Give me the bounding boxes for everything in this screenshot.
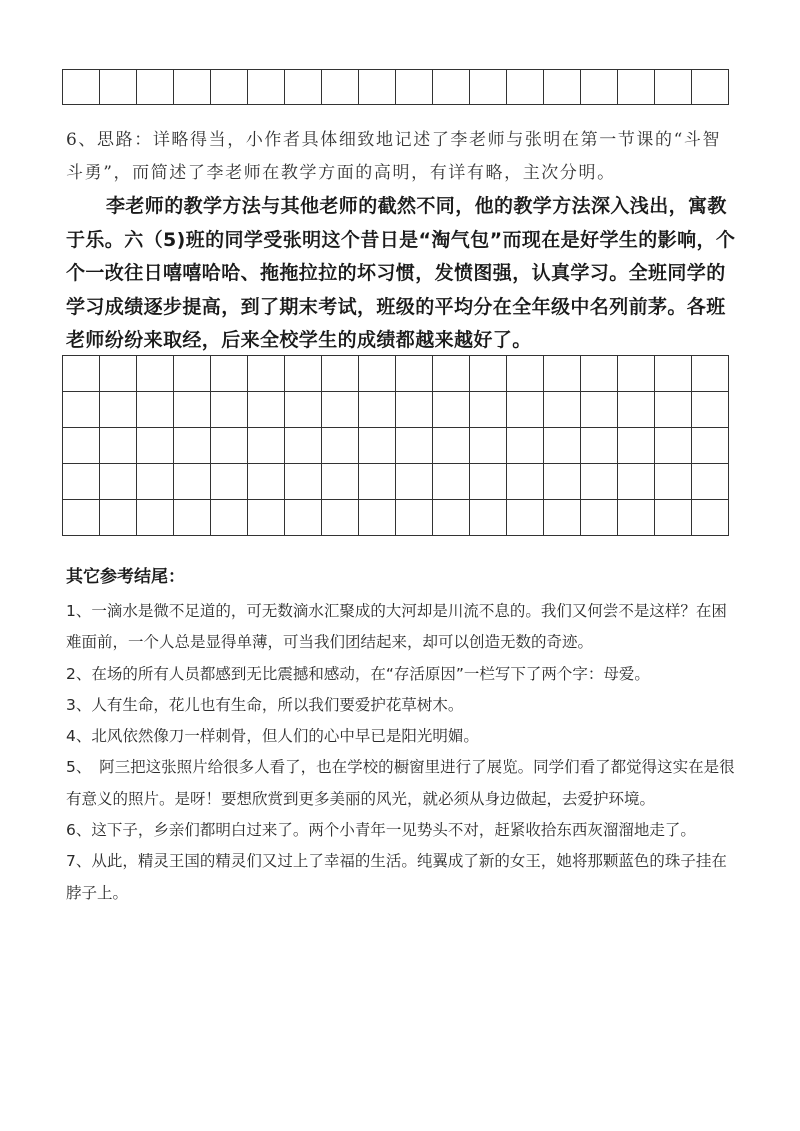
grid-cell bbox=[174, 500, 211, 536]
grid-cell bbox=[137, 70, 174, 105]
writing-grid-top bbox=[62, 69, 729, 105]
grid-cell bbox=[211, 392, 248, 428]
grid-cell bbox=[396, 70, 433, 105]
grid-cell bbox=[692, 392, 729, 428]
grid-cell bbox=[285, 356, 322, 392]
grid-cell bbox=[137, 464, 174, 500]
grid-cell bbox=[285, 464, 322, 500]
grid-cell bbox=[581, 392, 618, 428]
grid-cell bbox=[433, 356, 470, 392]
grid-cell bbox=[433, 392, 470, 428]
model-paragraph: 李老师的教学方法与其他老师的截然不同，他的教学方法深入浅出，寓教于乐。六（5)班的同学受张明这个昔日是“淘气包”而现在是好学生的影响，个个一改往日嘻嘻哈哈、拖拖拉拉的坏习惯，发愤图强，认真学习。全班同学的学习成绩逐步提高，到了期末考试，班级的平均分在全年级中名列前茅。各班老师纷纷来取经，后来全校学生的成绩都越来越好了。 bbox=[66, 195, 736, 351]
grid-cell bbox=[618, 392, 655, 428]
grid-cell bbox=[137, 392, 174, 428]
grid-cell bbox=[433, 464, 470, 500]
grid-cell bbox=[433, 70, 470, 105]
grid-cell bbox=[174, 356, 211, 392]
grid-cell bbox=[359, 70, 396, 105]
grid-cell bbox=[655, 464, 692, 500]
grid-cell bbox=[322, 392, 359, 428]
grid-cell bbox=[174, 392, 211, 428]
grid-cell bbox=[359, 464, 396, 500]
grid-cell bbox=[692, 356, 729, 392]
grid-cell bbox=[544, 356, 581, 392]
grid-row bbox=[63, 464, 729, 500]
grid-cell bbox=[433, 428, 470, 464]
grid-row bbox=[63, 70, 729, 105]
grid-cell bbox=[359, 392, 396, 428]
grid-cell bbox=[100, 428, 137, 464]
grid-cell bbox=[174, 464, 211, 500]
grid-cell bbox=[507, 392, 544, 428]
grid-cell bbox=[396, 500, 433, 536]
grid-row bbox=[63, 392, 729, 428]
grid-cell bbox=[470, 392, 507, 428]
grid-cell bbox=[63, 356, 100, 392]
grid-cell bbox=[359, 500, 396, 536]
grid-cell bbox=[618, 70, 655, 105]
grid-row bbox=[63, 500, 729, 536]
grid-cell bbox=[211, 500, 248, 536]
grid-cell bbox=[322, 356, 359, 392]
grid-cell bbox=[100, 464, 137, 500]
grid-cell bbox=[544, 70, 581, 105]
list-item: 2、在场的所有人员都感到无比震撼和感动，在“存活原因”一栏写下了两个字：母爱。 bbox=[66, 664, 650, 683]
grid-cell bbox=[655, 428, 692, 464]
grid-cell bbox=[692, 428, 729, 464]
list-item: 4、北风依然像刀一样刺骨，但人们的心中早已是阳光明媚。 bbox=[66, 727, 479, 746]
grid-cell bbox=[211, 464, 248, 500]
grid-cell bbox=[322, 464, 359, 500]
grid-cell bbox=[618, 356, 655, 392]
grid-cell bbox=[285, 500, 322, 536]
grid-cell bbox=[618, 428, 655, 464]
grid-cell bbox=[63, 70, 100, 105]
grid-cell bbox=[248, 70, 285, 105]
grid-cell bbox=[470, 70, 507, 105]
list-item: 3、人有生命，花儿也有生命，所以我们要爱护花草树木。 bbox=[66, 695, 464, 714]
grid-cell bbox=[396, 428, 433, 464]
grid-cell bbox=[248, 428, 285, 464]
grid-cell bbox=[63, 464, 100, 500]
grid-cell bbox=[63, 428, 100, 464]
grid-cell bbox=[322, 70, 359, 105]
grid-cell bbox=[137, 500, 174, 536]
list-item: 6、这下子，乡亲们都明白过来了。两个小青年一见势头不对，赶紧收拾东西灰溜溜地走了。 bbox=[66, 821, 696, 840]
grid-cell bbox=[248, 356, 285, 392]
grid-cell bbox=[581, 428, 618, 464]
grid-row bbox=[63, 356, 729, 392]
grid-cell bbox=[692, 70, 729, 105]
grid-cell bbox=[544, 392, 581, 428]
grid-cell bbox=[285, 70, 322, 105]
grid-body bbox=[63, 70, 729, 105]
grid-cell bbox=[359, 428, 396, 464]
grid-cell bbox=[507, 500, 544, 536]
writing-grid-main bbox=[62, 355, 729, 536]
list-item: 7、从此，精灵王国的精灵们又过上了幸福的生活。纯翼成了新的女王，她将那颗蓝色的珠子挂在脖子上。 bbox=[66, 852, 727, 902]
grid-cell bbox=[507, 70, 544, 105]
grid-cell bbox=[692, 464, 729, 500]
grid-cell bbox=[396, 392, 433, 428]
grid-cell bbox=[100, 356, 137, 392]
grid-cell bbox=[211, 428, 248, 464]
grid-cell bbox=[285, 428, 322, 464]
grid-cell bbox=[507, 356, 544, 392]
grid-cell bbox=[63, 500, 100, 536]
grid-cell bbox=[137, 428, 174, 464]
other-endings-title: 其它参考结尾： bbox=[66, 567, 185, 587]
grid-body bbox=[63, 356, 729, 536]
grid-cell bbox=[322, 428, 359, 464]
grid-cell bbox=[618, 500, 655, 536]
grid-cell bbox=[211, 70, 248, 105]
analysis-paragraph: 6、思路：详略得当，小作者具体细致地记述了李老师与张明在第一节课的“斗智斗勇”，而简述了李老师在教学方面的高明，有详有略，主次分明。 bbox=[66, 130, 722, 183]
grid-cell bbox=[470, 500, 507, 536]
grid-cell bbox=[581, 70, 618, 105]
grid-cell bbox=[507, 428, 544, 464]
grid-cell bbox=[581, 356, 618, 392]
grid-cell bbox=[655, 356, 692, 392]
grid-cell bbox=[174, 428, 211, 464]
grid-cell bbox=[433, 500, 470, 536]
other-endings-list bbox=[66, 596, 738, 909]
grid-cell bbox=[211, 356, 248, 392]
grid-cell bbox=[581, 500, 618, 536]
grid-cell bbox=[618, 464, 655, 500]
grid-cell bbox=[285, 392, 322, 428]
grid-cell bbox=[544, 500, 581, 536]
grid-cell bbox=[655, 70, 692, 105]
grid-cell bbox=[507, 464, 544, 500]
grid-cell bbox=[248, 392, 285, 428]
grid-cell bbox=[100, 70, 137, 105]
grid-cell bbox=[359, 356, 396, 392]
grid-cell bbox=[470, 356, 507, 392]
grid-cell bbox=[655, 392, 692, 428]
grid-cell bbox=[174, 70, 211, 105]
list-item: 5、 阿三把这张照片给很多人看了，也在学校的橱窗里进行了展览。同学们看了都觉得这实在是很有意义的照片。是呀！要想欣赏到更多美丽的风光，就必须从身边做起，去爱护环境。 bbox=[66, 758, 735, 808]
grid-cell bbox=[470, 428, 507, 464]
grid-cell bbox=[396, 356, 433, 392]
grid-cell bbox=[322, 500, 359, 536]
list-item: 1、一滴水是微不足道的，可无数滴水汇聚成的大河却是川流不息的。我们又何尝不是这样？在困难面前，一个人总是显得单薄，可当我们团结起来，却可以创造无数的奇迹。 bbox=[66, 602, 727, 652]
grid-cell bbox=[248, 464, 285, 500]
grid-cell bbox=[100, 500, 137, 536]
grid-cell bbox=[248, 500, 285, 536]
grid-cell bbox=[692, 500, 729, 536]
grid-cell bbox=[63, 392, 100, 428]
grid-cell bbox=[581, 464, 618, 500]
grid-cell bbox=[470, 464, 507, 500]
grid-cell bbox=[544, 428, 581, 464]
grid-cell bbox=[100, 392, 137, 428]
grid-cell bbox=[137, 356, 174, 392]
grid-cell bbox=[544, 464, 581, 500]
grid-cell bbox=[655, 500, 692, 536]
grid-row bbox=[63, 428, 729, 464]
grid-cell bbox=[396, 464, 433, 500]
